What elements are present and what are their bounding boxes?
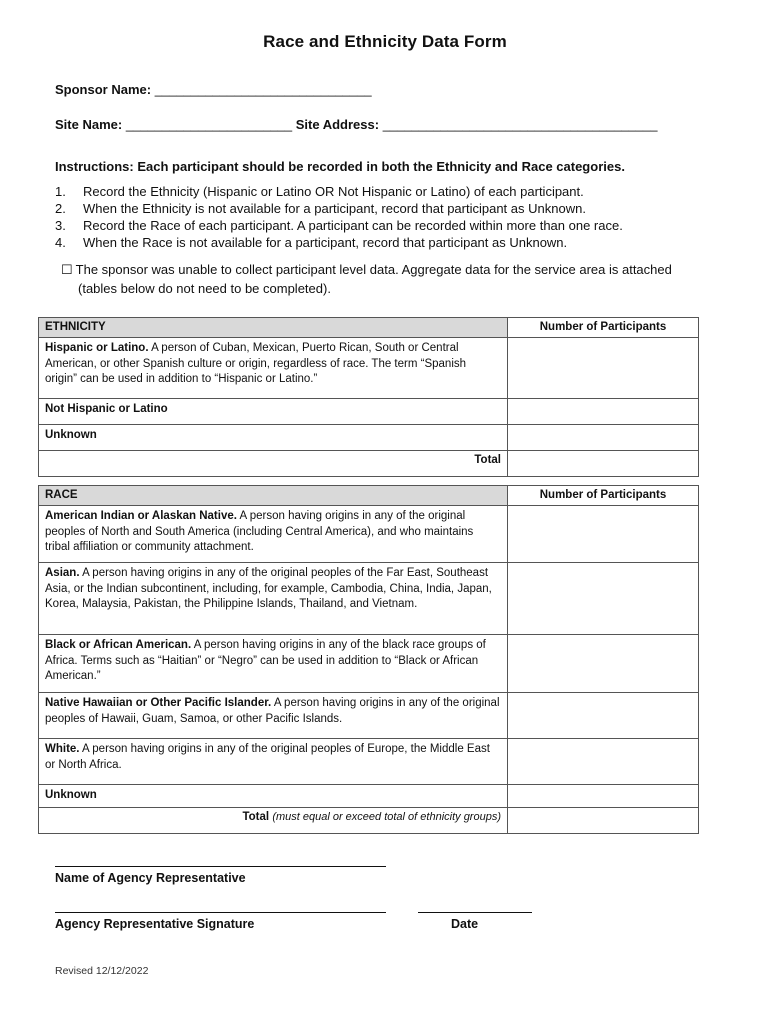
site-address-blank[interactable]: ______________________________________	[382, 117, 658, 132]
form-title: Race and Ethnicity Data Form	[263, 32, 507, 51]
race-count-cell[interactable]	[508, 785, 699, 808]
instruction-step: 4. When the Race is not available for a participant, record that participant as Unknown.	[55, 235, 568, 250]
race-total-note: (must equal or exceed total of ethnicity groups)	[272, 810, 501, 823]
date-line[interactable]	[418, 912, 532, 913]
race-count-cell[interactable]	[508, 635, 699, 693]
race-total-label: Total (must equal or exceed total of ethnicity groups)	[39, 807, 508, 833]
race-table	[38, 485, 699, 834]
race-row-black: Black or African American. A person having origins in any of the black race groups of Africa. Terms such as “Haitian” or “Negro” can be used in addition to “Black or African American.”	[39, 635, 508, 693]
ethnicity-row-not-hispanic: Not Hispanic or Latino	[39, 399, 508, 425]
race-count-cell[interactable]	[508, 693, 699, 739]
sponsor-name-label: Sponsor Name:	[55, 82, 152, 97]
ethnicity-row-unknown: Unknown	[39, 425, 508, 451]
agency-name-line[interactable]	[55, 866, 386, 867]
race-row-american-indian: American Indian or Alaskan Native. A person having origins in any of the original peoples of North and South America (including Central America), and who maintains tribal affiliation or community attachment.	[39, 506, 508, 563]
ethnicity-count-cell[interactable]	[508, 338, 699, 399]
sponsor-name-field[interactable]	[55, 82, 372, 97]
sponsor-name-blank[interactable]: ______________________________	[154, 82, 372, 97]
race-row-pacific-islander: Native Hawaiian or Other Pacific Islander. A person having origins in any of the original peoples of Hawaii, Guam, Samoa, or other Pacific Islands.	[39, 693, 508, 739]
race-count-header: Number of Participants	[508, 486, 699, 506]
race-row-unknown: Unknown	[39, 785, 508, 808]
agency-signature-line[interactable]	[55, 912, 386, 913]
agency-name-label: Name of Agency Representative	[55, 871, 246, 885]
aggregate-text-line1: The sponsor was unable to collect participant level data. Aggregate data for the service area is attached	[75, 262, 672, 277]
aggregate-data-option	[61, 260, 721, 298]
instructions-heading: Instructions: Each participant should be recorded in both the Ethnicity and Race categories.	[55, 159, 625, 174]
ethnicity-count-cell[interactable]	[508, 425, 699, 451]
revised-date: Revised 12/12/2022	[55, 965, 149, 977]
ethnicity-row-hispanic: Hispanic or Latino. A person of Cuban, Mexican, Puerto Rican, South or Central American, or other Spanish culture or origin, regardless of race. The term “Spanish origin” can be used in addition to “Hispanic or Latino.”	[39, 338, 508, 399]
instruction-steps	[55, 183, 623, 251]
instruction-step: 1. Record the Ethnicity (Hispanic or Latino OR Not Hispanic or Latino) of each participant.	[55, 184, 584, 199]
ethnicity-total-label: Total	[39, 451, 508, 477]
instruction-step: 3. Record the Race of each participant. A participant can be recorded within more than one race.	[55, 218, 623, 233]
instruction-step: 2. When the Ethnicity is not available for a participant, record that participant as Unknown.	[55, 201, 586, 216]
race-row-asian: Asian. A person having origins in any of the original peoples of the Far East, Southeast Asia, or the Indian subcontinent, including, for example, Cambodia, China, India, Japan, Korea, Malaysia, Pakistan, the Philippine Islands, Thailand, and Vietnam.	[39, 563, 508, 635]
date-label: Date	[451, 917, 479, 931]
ethnicity-table	[38, 317, 699, 477]
site-address-label: Site Address:	[295, 117, 380, 132]
site-fields	[55, 117, 657, 132]
site-name-blank[interactable]: _______________________	[125, 117, 293, 132]
race-count-cell[interactable]	[508, 739, 699, 785]
ethnicity-count-header: Number of Participants	[508, 318, 699, 338]
site-name-label: Site Name:	[55, 117, 123, 132]
agency-signature-label: Agency Representative Signature	[55, 917, 255, 931]
race-row-white: White. A person having origins in any of the original peoples of Europe, the Middle East or North Africa.	[39, 739, 508, 785]
race-count-cell[interactable]	[508, 506, 699, 563]
race-total-cell[interactable]	[508, 807, 699, 833]
aggregate-text-line2: (tables below do not need to be completed).	[78, 281, 331, 296]
ethnicity-count-cell[interactable]	[508, 399, 699, 425]
race-header: RACE	[39, 486, 508, 506]
ethnicity-header: ETHNICITY	[39, 318, 508, 338]
ethnicity-total-cell[interactable]	[508, 451, 699, 477]
aggregate-checkbox[interactable]: ☐	[61, 262, 73, 277]
race-count-cell[interactable]	[508, 563, 699, 635]
